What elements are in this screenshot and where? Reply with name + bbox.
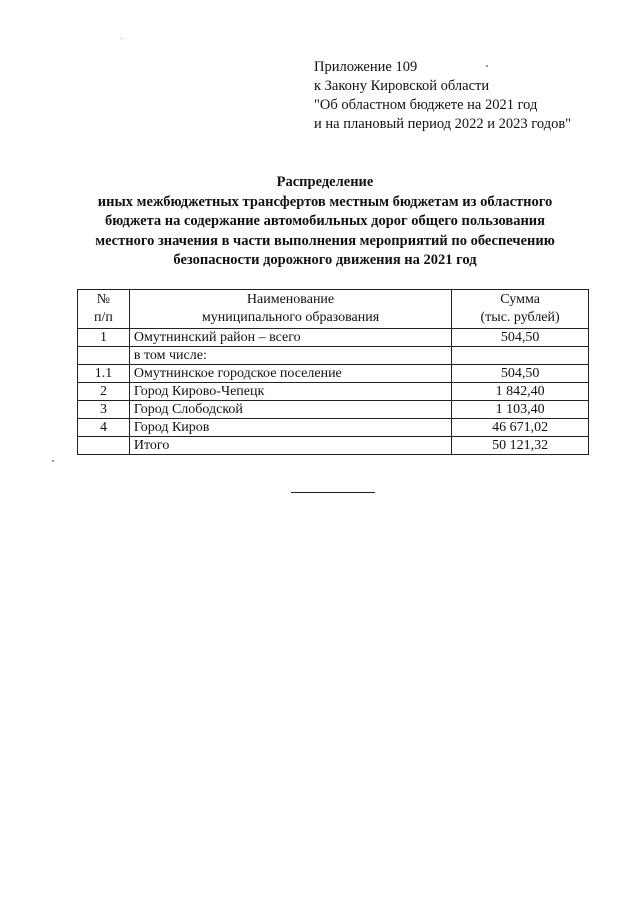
row-municipality: Город Кирово-Чепецк [129,383,451,401]
row-number: 2 [78,383,130,401]
header-number [78,290,130,329]
table-row [78,383,589,401]
scan-speck [52,460,54,462]
row-sum: 504,50 [452,365,589,383]
appendix-line: к Закону Кировской области [314,78,490,94]
row-municipality: Омутнинский район – всего [129,329,451,347]
header-number-line2: п/п [94,310,113,325]
table-row [78,329,589,347]
row-number: 1.1 [78,365,130,383]
row-sum [452,347,589,365]
header-sum-line2: (тыс. рублей) [480,310,560,325]
title-line: безопасности дорожного движения на 2021 год [173,252,477,268]
header-municipality-line2: муниципального образования [201,310,380,325]
closing-rule [291,492,375,493]
document-title [60,173,590,271]
appendix-line: Приложение 109 [314,59,418,75]
table-row [78,401,589,419]
row-number: 1 [78,329,130,347]
header-municipality-line1: Наименование [246,292,335,307]
table-row [78,347,589,365]
row-sum: 1 103,40 [452,401,589,419]
row-sum: 50 121,32 [452,437,589,455]
header-number-line1: № [96,292,111,307]
row-municipality: Итого [129,437,451,455]
table-total-row [78,437,589,455]
scan-speck [121,38,122,39]
row-municipality: Город Киров [129,419,451,437]
header-sum-line1: Сумма [500,292,540,307]
header-municipality [129,290,451,329]
title-line: местного значения в части выполнения мероприятий по обеспечению [95,232,555,249]
row-municipality: Город Слободской [129,401,451,419]
row-number [78,437,130,455]
appendix-line: и на плановый период 2022 и 2023 годов" [314,116,572,132]
row-number: 3 [78,401,130,419]
table-header-row [78,290,589,329]
row-sum: 46 671,02 [452,419,589,437]
row-number [78,347,130,365]
appendix-block [314,58,571,134]
title-line: бюджета на содержание автомобильных дорог общего пользования [104,213,546,229]
row-number: 4 [78,419,130,437]
scan-speck [486,65,488,67]
appendix-line: "Об областном бюджете на 2021 год [314,97,538,113]
row-municipality: в том числе: [129,347,451,365]
header-sum [452,290,589,329]
table-row [78,365,589,383]
table-row [78,419,589,437]
distribution-table [77,289,589,455]
row-sum: 1 842,40 [452,383,589,401]
title-line: иных межбюджетных трансфертов местным бюджетам из областного [97,193,553,210]
title-line: Распределение [276,174,374,190]
row-municipality: Омутнинское городское поселение [129,365,451,383]
row-sum: 504,50 [452,329,589,347]
